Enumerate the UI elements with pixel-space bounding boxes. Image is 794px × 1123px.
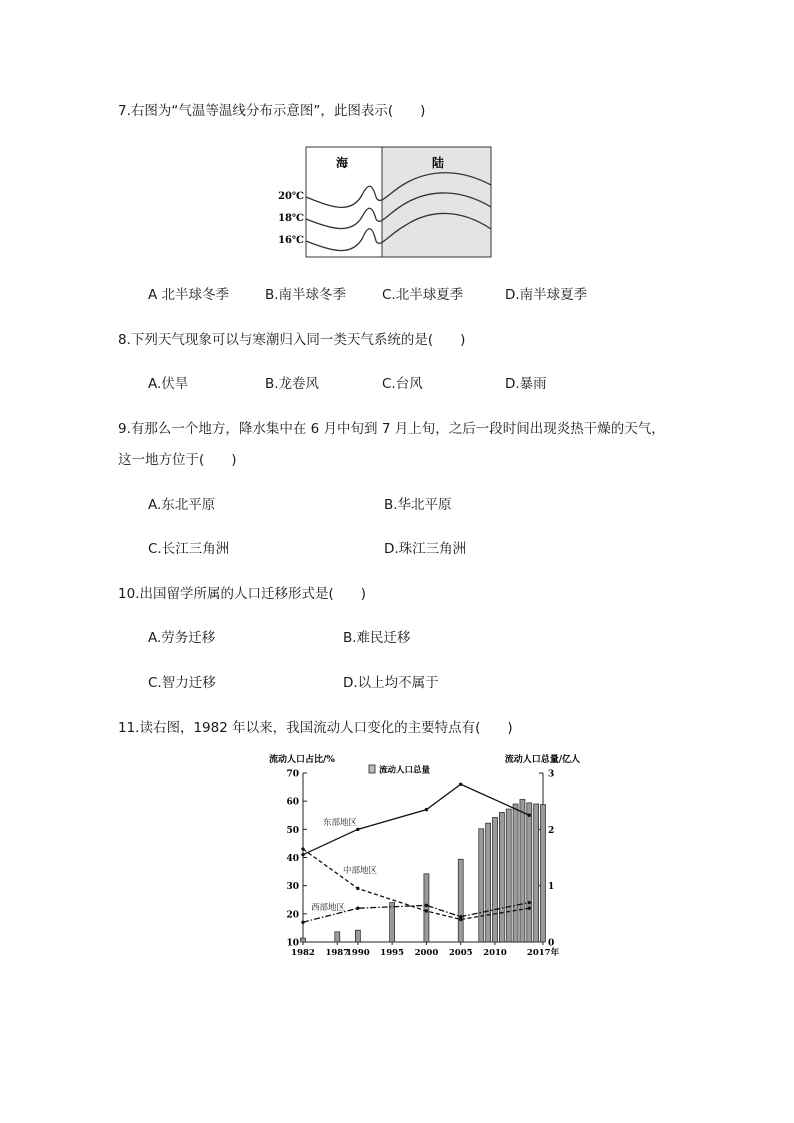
x-tick-label: 1990 [346, 948, 370, 958]
q8-option-d[interactable]: D.暴雨 [505, 376, 547, 392]
left-tick-label: 30 [286, 882, 299, 893]
bar [355, 930, 360, 942]
x-tick-label: 1982 [291, 948, 315, 958]
isotherm-figure [276, 145, 494, 260]
legend-swatch [369, 765, 375, 773]
q7-option-a[interactable]: A 北半球冬季 [148, 287, 230, 303]
question-7-stem: 7.右图为“气温等温线分布示意图”，此图表示( ) [118, 103, 426, 119]
series-point [459, 915, 462, 918]
legend-label: 流动人口总量 [379, 765, 431, 776]
isotherm-label-20: 20℃ [278, 191, 304, 202]
left-axis-title: 流动人口占比/% [269, 755, 335, 765]
bar [513, 804, 518, 942]
sea-label: 海 [335, 156, 349, 170]
q10-option-a[interactable]: A.劳务迁移 [148, 630, 216, 646]
series-point [528, 907, 531, 910]
q10-option-c[interactable]: C.智力迁移 [148, 675, 216, 691]
series-point [301, 921, 304, 924]
series-point [356, 907, 359, 910]
right-tick-label: 1 [548, 882, 555, 893]
bar [424, 874, 429, 942]
left-tick-label: 50 [286, 825, 299, 836]
bar [499, 812, 504, 942]
left-tick-label: 10 [286, 938, 299, 949]
series-point [528, 814, 531, 817]
q10-option-d[interactable]: D.以上均不属于 [343, 675, 439, 691]
series-point [301, 847, 304, 850]
right-tick-label: 2 [548, 825, 555, 836]
land-label: 陆 [431, 156, 445, 170]
bar [534, 804, 539, 942]
question-8-stem: 8.下列天气现象可以与寒潮归入同一类天气系统的是( ) [118, 332, 466, 348]
series-point [356, 828, 359, 831]
series-point [528, 901, 531, 904]
bar [541, 805, 546, 942]
series-point [356, 887, 359, 890]
right-axis-title: 流动人口总量/亿人 [504, 755, 580, 765]
series-point [425, 909, 428, 912]
q8-option-a[interactable]: A.伏旱 [148, 376, 189, 392]
question-9-stem-line2: 这一地方位于( ) [118, 452, 237, 468]
bar [301, 938, 306, 942]
right-tick-label: 3 [548, 769, 555, 780]
bar [520, 799, 525, 942]
series-label: 东部地区 [323, 818, 358, 828]
series-label: 中部地区 [343, 866, 378, 876]
question-9-stem-line1: 9.有那么一个地方，降水集中在 6 月中旬到 7 月上旬，之后一段时间出现炎热干燥的天气， [118, 421, 665, 437]
series-point [425, 904, 428, 907]
q8-option-b[interactable]: B.龙卷风 [265, 376, 320, 392]
left-tick-label: 70 [286, 769, 299, 780]
bar [390, 903, 395, 942]
x-tick-label: 2000 [414, 948, 439, 958]
q7-option-c[interactable]: C.北半球夏季 [382, 287, 464, 303]
x-tick-label: 2017年 [526, 948, 560, 958]
x-tick-label: 2010 [483, 948, 507, 958]
q10-option-b[interactable]: B.难民迁移 [343, 630, 411, 646]
bar [335, 932, 340, 942]
left-tick-label: 20 [286, 910, 299, 921]
series-point [459, 783, 462, 786]
bar [506, 809, 511, 942]
x-tick-label: 1987 [325, 948, 350, 958]
q9-option-d[interactable]: D.珠江三角洲 [384, 541, 467, 557]
q9-option-c[interactable]: C.长江三角洲 [148, 541, 230, 557]
question-11-stem: 11.读右图，1982 年以来，我国流动人口变化的主要特点有( ) [118, 720, 513, 736]
bar [479, 829, 484, 942]
q9-option-b[interactable]: B.华北平原 [384, 497, 452, 513]
q7-option-b[interactable]: B.南半球冬季 [265, 287, 347, 303]
bar [493, 818, 498, 942]
q8-option-c[interactable]: C.台风 [382, 376, 423, 392]
isotherm-label-16: 16℃ [278, 235, 304, 246]
x-tick-label: 1995 [380, 948, 404, 958]
left-tick-label: 40 [286, 854, 299, 864]
migration-chart [265, 748, 585, 963]
q7-option-d[interactable]: D.南半球夏季 [505, 287, 588, 303]
question-10-stem: 10.出国留学所属的人口迁移形式是( ) [118, 586, 367, 602]
series-point [301, 853, 304, 856]
bar [527, 803, 532, 942]
q9-option-a[interactable]: A.东北平原 [148, 497, 216, 513]
bar [486, 823, 491, 942]
left-tick-label: 60 [286, 797, 299, 808]
series-point [425, 808, 428, 811]
isotherm-label-18: 18℃ [278, 213, 304, 224]
bar [458, 859, 463, 942]
series-label: 西部地区 [311, 903, 346, 913]
right-tick-label: 0 [548, 938, 555, 949]
x-tick-label: 2005 [448, 948, 473, 958]
